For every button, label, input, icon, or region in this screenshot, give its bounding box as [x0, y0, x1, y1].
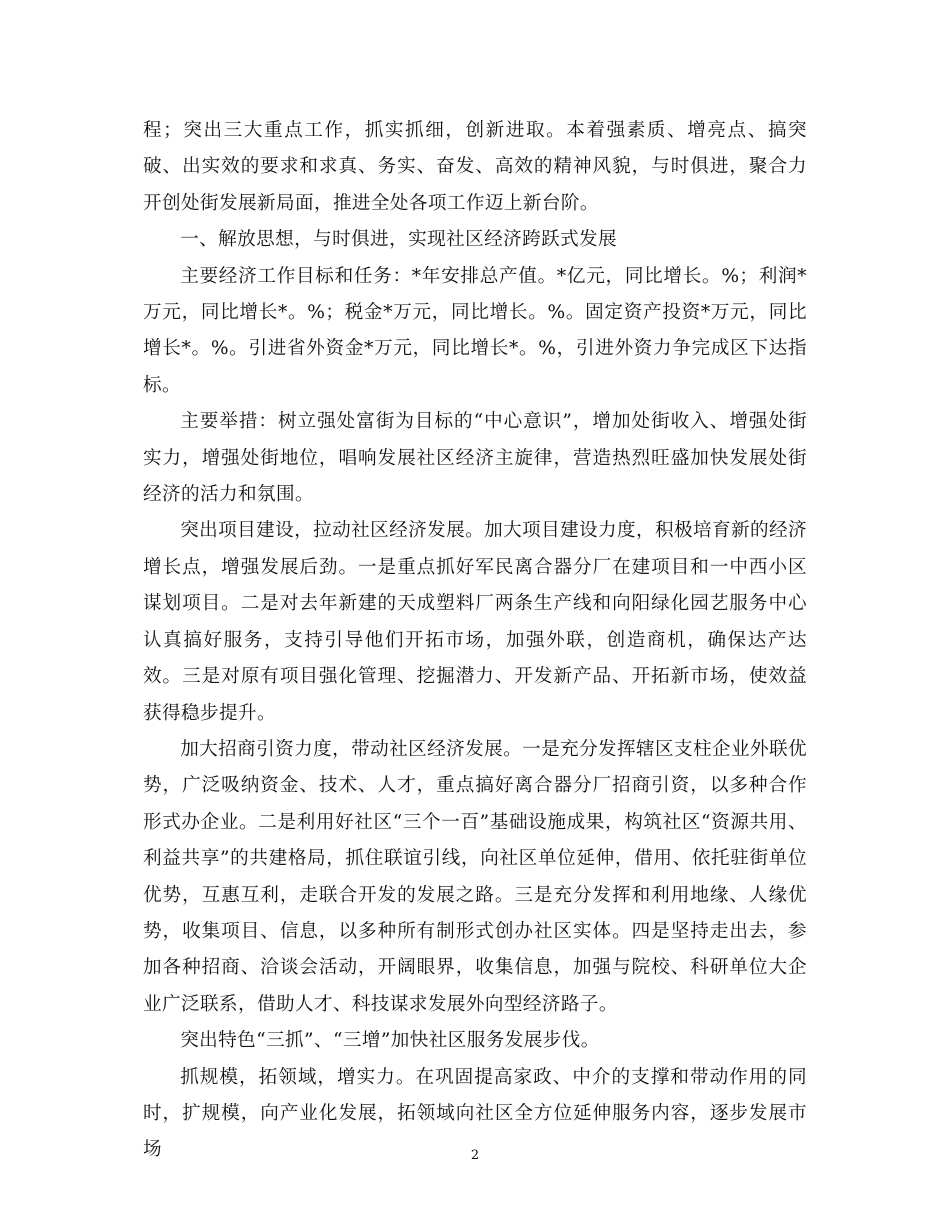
paragraph-projects: 突出项目建设，拉动社区经济发展。加大项目建设力度，积极培育新的经济增长点，增强发展后劲。一是重点抓好军民离合器分厂在建项目和一中西小区谋划项目。二是对去年新建的天成塑料厂两条生产线和向阳绿化园艺服务中心认真搞好服务，支持引导他们开拓市场，加强外联，创造商机，确保达产达效。三是对原有项目强化管理、挖掘潜力、开发新产品、开拓新市场，使效益获得稳步提升。 — [143, 520, 807, 724]
body-text — [143, 113, 807, 1169]
paragraph-scale: 抓规模，拓领域，增实力。在巩固提高家政、中介的支撑和带动作用的同时，扩规模，向产业化发展，拓领域向社区全方位延伸服务内容，逐步发展市场 — [143, 1066, 807, 1161]
paragraph-investment: 加大招商引资力度，带动社区经济发展。一是充分发挥辖区支柱企业外联优势，广泛吸纳资金、技术、人才，重点搞好离合器分厂招商引资，以多种合作形式办企业。二是利用好社区“三个一百”基础设施成果，构筑社区“资源共用、利益共享”的共建格局，抓住联谊引线，向社区单位延伸，借用、依托驻街单位优势，互惠互利，走联合开发的发展之路。三是充分发挥和利用地缘、人缘优势，收集项目、信息，以多种所有制形式创办社区实体。四是坚持走出去，参加各种招商、洽谈会活动，开阔眼界，收集信息，加强与院校、科研单位大企业广泛联系，借助人才、科技谋求发展外向型经济路子。 — [143, 738, 807, 1015]
paragraph-services-heading: 突出特色“三抓”、“三增”加快社区服务发展步伐。 — [180, 1030, 600, 1052]
paragraph-targets: 主要经济工作目标和任务：*年安排总产值。*亿元，同比增长。%；利润*万元，同比增长*。%；税金*万元，同比增长。%。固定资产投资*万元，同比增长*。%。引进省外资金*万元，同比增长*。%，引进外资力争完成区下达指标。 — [143, 265, 807, 396]
paragraph-continuation: 程；突出三大重点工作，抓实抓细，创新进取。本着强素质、增亮点、搞突破、出实效的要求和求真、务实、奋发、高效的精神风貌，与时俱进，聚合力开创处街发展新局面，推进全处各项工作迈上新台阶。 — [143, 120, 807, 214]
paragraph-measures: 主要举措：树立强处富街为目标的“中心意识”，增加处街收入、增强处街实力，增强处街地位，唱响发展社区经济主旋律，营造热烈旺盛加快发展处街经济的活力和氛围。 — [143, 411, 807, 506]
page-number: 2 — [470, 1148, 480, 1163]
section-heading: 一、解放思想，与时俱进，实现社区经济跨跃式发展 — [180, 229, 618, 251]
